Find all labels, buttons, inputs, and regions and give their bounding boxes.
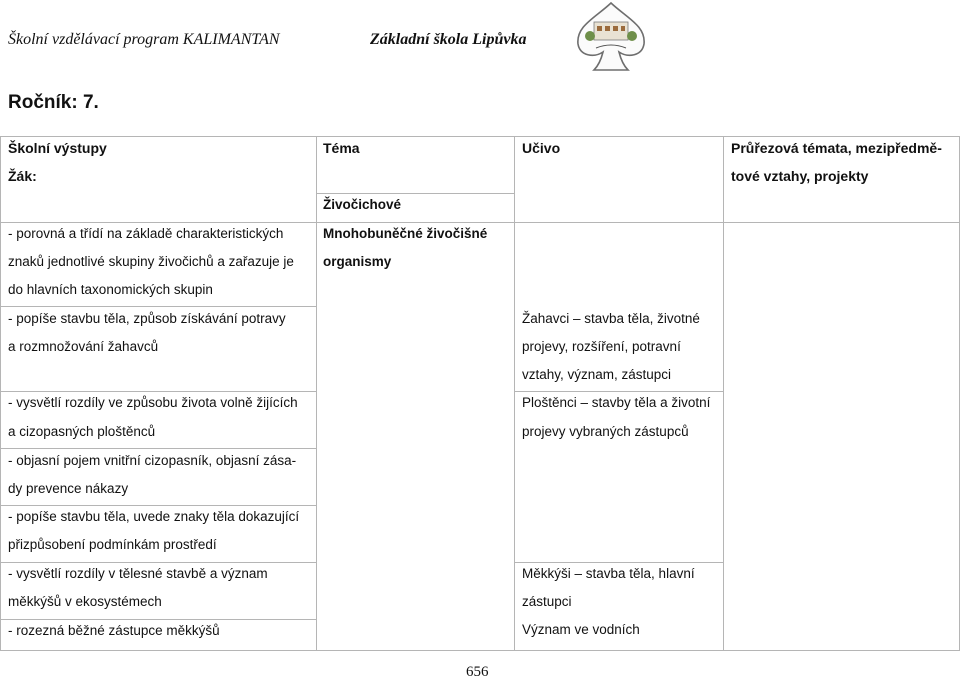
- content-line: projevy, rozšíření, potravní: [522, 339, 681, 354]
- content-line: Význam ve vodních: [522, 622, 640, 637]
- output-line: přizpůsobení podmínkám prostředí: [8, 537, 217, 552]
- col-header-outputs-sub: Žák:: [8, 168, 37, 184]
- content-line: Měkkýši – stavba těla, hlavní: [522, 566, 695, 581]
- output-line: - popíše stavbu těla, způsob získávání potravy: [8, 311, 286, 326]
- output-line: dy prevence nákazy: [8, 481, 129, 496]
- section-heading: Živočichové: [323, 197, 402, 212]
- col-header-outputs: Školní výstupy: [8, 140, 107, 156]
- col-header-cross: Průřezová témata, mezipředmě-: [731, 140, 942, 156]
- table-border-left: [0, 136, 1, 650]
- output-line: a rozmnožování žahavců: [8, 339, 159, 354]
- school-name: Základní škola Lipůvka: [370, 31, 527, 48]
- grade-heading: Ročník: 7.: [8, 92, 99, 113]
- output-line: - objasní pojem vnitřní cizopasník, objasní zása-: [8, 453, 297, 468]
- table-col-divider: [514, 136, 515, 650]
- table-col-divider: [316, 136, 317, 650]
- output-line: - vysvětlí rozdíly v tělesné stavbě a význam: [8, 566, 268, 581]
- content-line: Žahavci – stavba těla, životné: [522, 311, 700, 326]
- output-line: - vysvětlí rozdíly ve způsobu života volně žijících: [8, 395, 298, 410]
- output-line: - popíše stavbu těla, uvede znaky těla dokazující: [8, 509, 300, 524]
- output-line: měkkýšů v ekosystémech: [8, 594, 162, 609]
- col-header-content: Učivo: [522, 140, 561, 156]
- output-line: do hlavních taxonomických skupin: [8, 282, 213, 297]
- theme-line: Mnohobuněčné živočišné: [323, 226, 488, 241]
- content-line: Ploštěnci – stavby těla a životní: [522, 395, 711, 410]
- program-title: Školní vzdělávací program KALIMANTAN: [8, 31, 280, 48]
- page-number: 656: [466, 664, 489, 680]
- col-header-cross-line2: tové vztahy, projekty: [731, 168, 869, 184]
- output-line: - rozezná běžné zástupce měkkýšů: [8, 623, 220, 638]
- output-line: - porovná a třídí na základě charakteristických: [8, 226, 284, 241]
- content-line: vztahy, význam, zástupci: [522, 367, 672, 382]
- output-line: a cizopasných ploštěnců: [8, 424, 156, 439]
- col-header-theme: Téma: [323, 140, 360, 156]
- content-line: projevy vybraných zástupců: [522, 424, 689, 439]
- table-border-bottom: [0, 650, 960, 651]
- content-line: zástupci: [522, 594, 572, 609]
- table-col-divider: [723, 136, 724, 650]
- school-logo-icon: [572, 0, 650, 72]
- output-line: znaků jednotlivé skupiny živočichů a zařazuje je: [8, 254, 294, 269]
- theme-line: organismy: [323, 254, 392, 269]
